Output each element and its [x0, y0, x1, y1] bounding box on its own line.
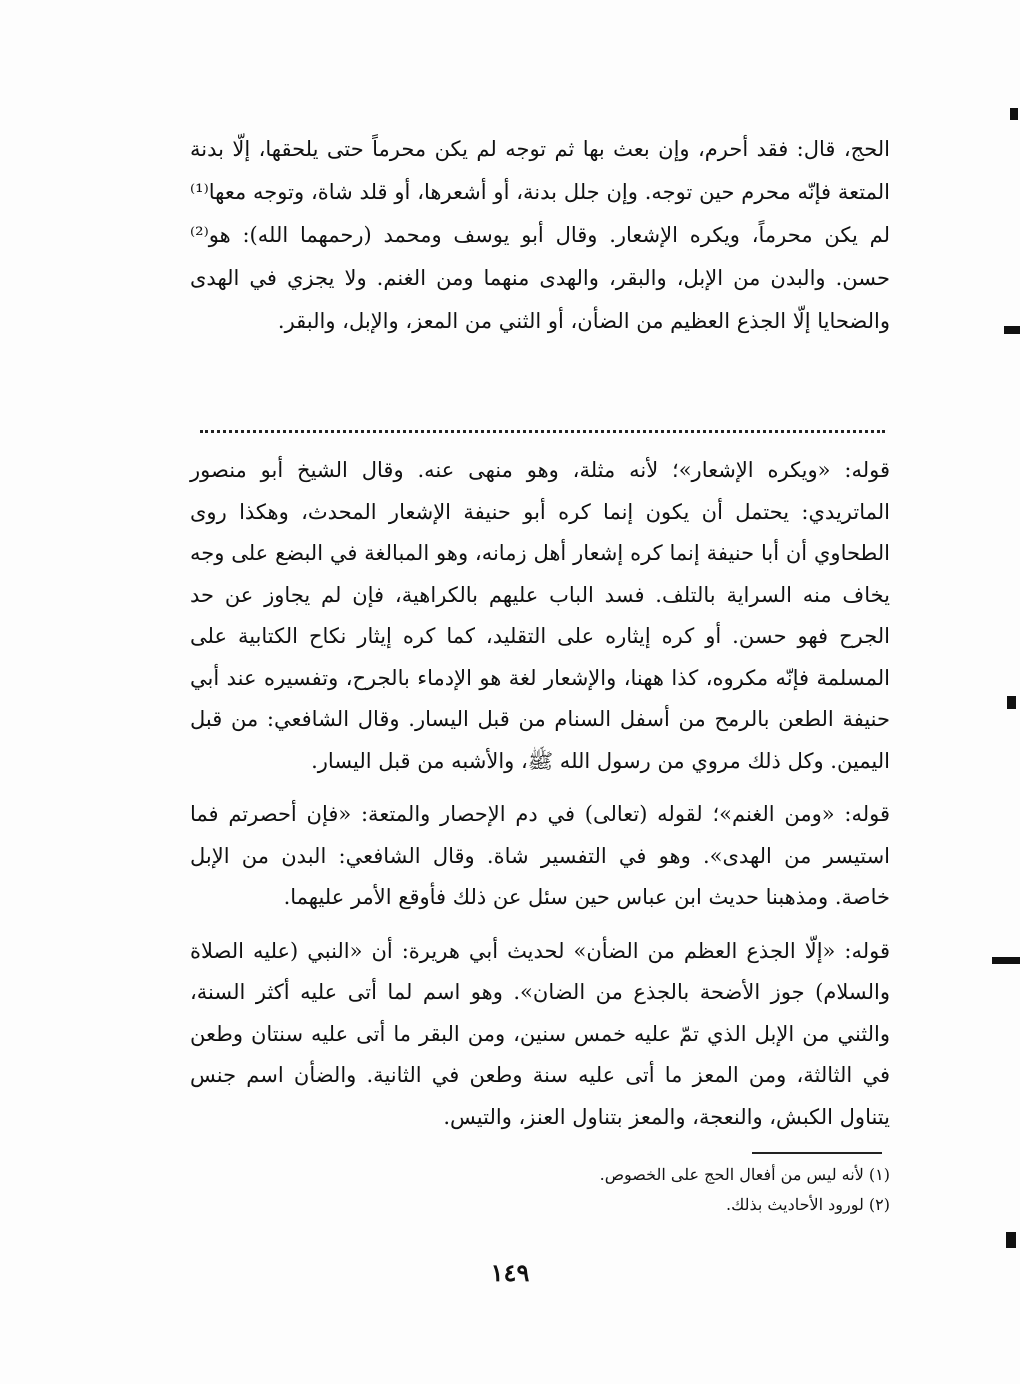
scan-edge-mark	[1004, 326, 1020, 334]
dotted-separator	[200, 430, 885, 433]
footnotes	[500, 1160, 890, 1220]
scan-edge-mark	[1006, 1232, 1016, 1248]
commentary-paragraph-1: قوله: «ويكره الإشعار»؛ لأنه مثلة، وهو منهى عنه. وقال الشيخ أبو منصور الماتريدي: يحتمل أن يكون إنما كره أبو حنيفة الإشعار المحدث، وهكذا روى الطحاوي أن أبا حنيفة إنما كره إشعار أهل زمانه، وهو المبالغة في البضع على وجه يخاف منه السراية بالتلف. فسد الباب عليهم بالكراهية، فإن لم يجاوز عن حد الجرح فهو حسن. أو كره إيثاره على التقليد، كما كره إيثار نكاح الكتابية على المسلمة فإنّه مكروه، كذا ههنا، والإشعار لغة هو الإدماء بالجرح، وتفسيره عند أبي حنيفة الطعن بالرمح من أسفل السنام من قبل اليسار. وقال الشافعي: من قبل اليمين. وكل ذلك مروي من رسول الله ﷺ، والأشبه من قبل اليسار.	[190, 458, 890, 773]
scan-edge-mark	[992, 957, 1020, 964]
scan-edge-mark	[1007, 696, 1016, 709]
commentary-paragraph-3: قوله: «إلّا الجذع العظم من الضأن» لحديث أبي هريرة: أن «النبي (عليه الصلاة والسلام) جوز الأضحة بالجذع من الضان». وهو اسم لما أتى عليه أكثر السنة، والثني من الإبل الذي تمّ عليه خمس سنين، ومن البقر ما أتى عليه سنتان وطعن في الثالثة، ومن المعز ما أتى عليه سنة وطعن في الثانية. والضأن اسم جنس يتناول الكبش، والنعجة، والمعز بتناول العنز، والتيس.	[190, 938, 890, 1129]
main-text	[190, 128, 890, 343]
commentary-text	[190, 450, 890, 1138]
commentary-paragraph-2: قوله: «ومن الغنم»؛ لقوله (تعالى) في دم الإحصار والمتعة: «فإن أحصرتم فما استيسر من الهدى». وهو في التفسير شاة. وقال الشافعي: البدن من الإبل خاصة. ومذهبنا حديث ابن عباس حين سئل عن ذلك فأوقع الأمر عليهما.	[190, 802, 890, 909]
page-number: ١٤٩	[490, 1258, 530, 1287]
footnote-divider	[752, 1152, 882, 1154]
footnote-2: (٢) لورود الأحاديث بذلك.	[726, 1195, 890, 1214]
main-paragraph: الحج، قال: فقد أحرم، وإن بعث بها ثم توجه لم يكن محرماً حتى يلحقها، إلّا بدنة المتعة فإنّه محرم حين توجه. وإن جلل بدنة، أو أشعرها، أو قلد شاة، وتوجه معها⁽¹⁾ لم يكن محرماً، ويكره الإشعار. وقال أبو يوسف ومحمد (رحمهما الله): هو⁽²⁾ حسن. والبدن من الإبل، والبقر، والهدى منهما ومن الغنم. ولا يجزي في الهدى والضحايا إلّا الجذع العظيم من الضأن، أو الثني من المعز، والإبل، والبقر.	[190, 137, 890, 333]
scan-edge-mark	[1010, 108, 1018, 120]
footnote-1: (١) لأنه ليس من أفعال الحج على الخصوص.	[599, 1165, 890, 1184]
